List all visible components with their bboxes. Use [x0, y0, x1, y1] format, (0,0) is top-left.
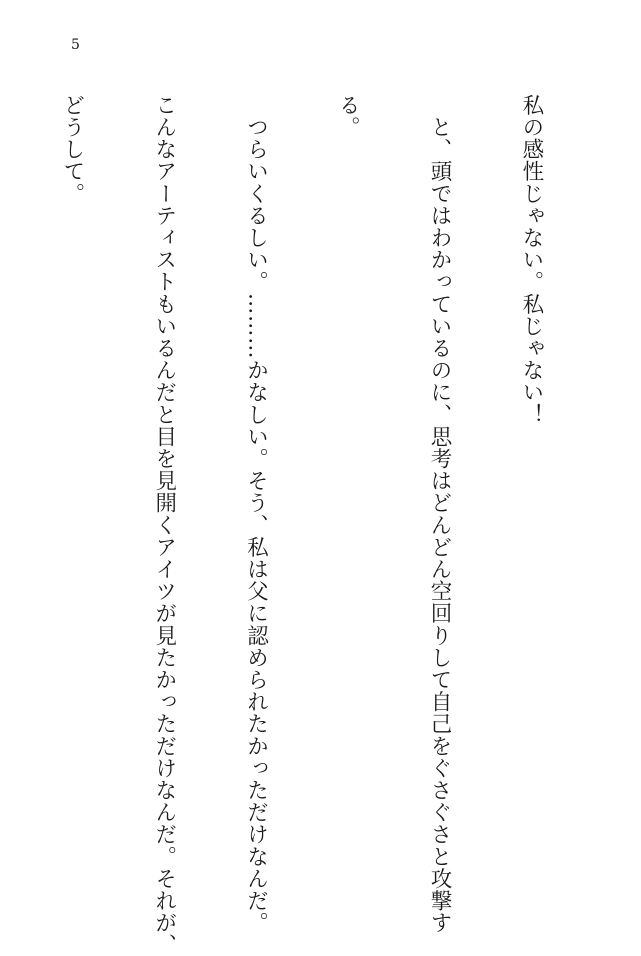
text-line: こんなアーティストもいるんだと目を見開くアイツが見たかっただけなんだ。それが、	[151, 94, 177, 956]
page-number: 5	[71, 37, 80, 53]
text-line: る。	[335, 94, 361, 139]
text-line: つらいくるしい。………かなしい。そう、私は父に認められたかっただけなんだ。	[243, 94, 269, 934]
text-line: どうして。	[59, 94, 85, 205]
vertical-text-body	[0, 94, 607, 956]
text-line: と、頭ではわかっているのに、思考はどんどん空回りして自己をぐさぐさと攻撃す	[427, 94, 453, 934]
text-line: 私の感性じゃない。私じゃない！	[518, 94, 544, 426]
